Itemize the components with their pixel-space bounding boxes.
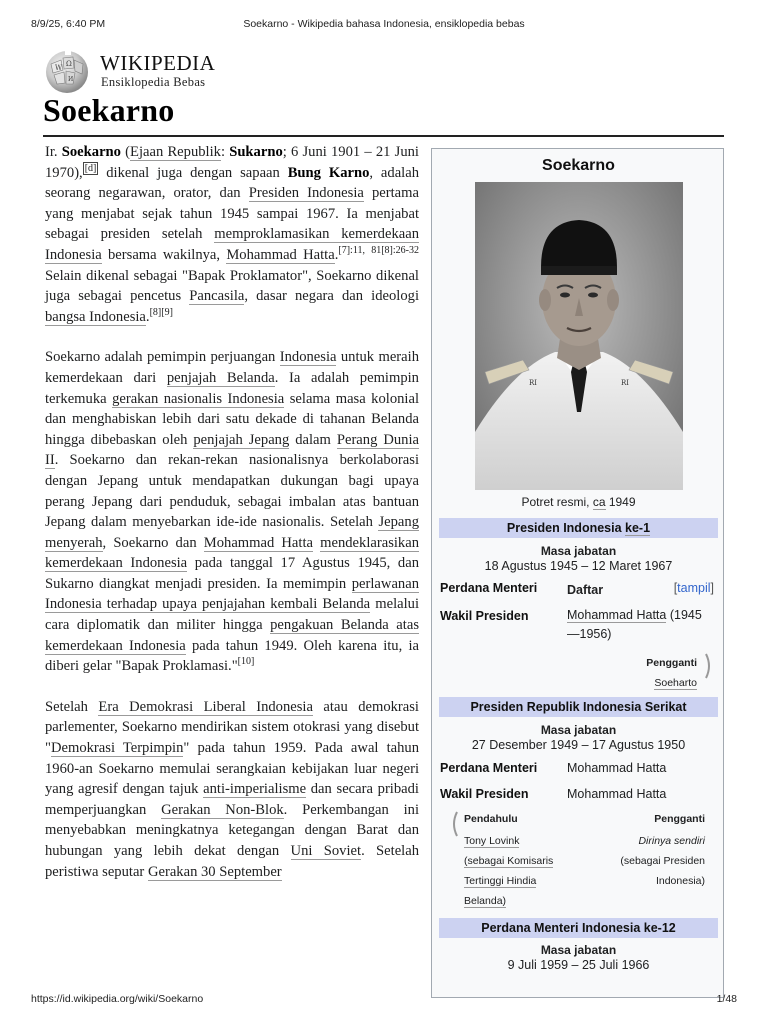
link-perang-dunia-ii[interactable]: Perang Dunia II [45, 431, 419, 469]
vp-label: Wakil Presiden [440, 609, 529, 623]
chevron-right-icon[interactable] [705, 653, 713, 679]
wikipedia-tagline: Ensiklopedia Bebas [101, 75, 206, 89]
infobox [431, 148, 724, 998]
citation-ref[interactable]: 81[8]:26-32 [371, 245, 419, 257]
wikipedia-globe-icon [43, 46, 93, 96]
svg-text:W: W [55, 64, 63, 72]
link-bangsa-indonesia[interactable]: bangsa Indonesia [45, 308, 146, 325]
chevron-left-icon[interactable] [450, 811, 458, 837]
office-header-presiden [439, 518, 718, 538]
wikipedia-logo[interactable] [43, 46, 263, 96]
pm-value: Daftar [567, 583, 604, 597]
predecessor-line-1[interactable]: Tony Lovink [464, 835, 520, 847]
link-presiden-indonesia-header[interactable]: Presiden Indonesia [506, 521, 622, 535]
link-mohammad-hatta[interactable]: Mohammad Hatta [226, 246, 335, 263]
predecessor-line-4[interactable]: Belanda) [464, 895, 507, 907]
link-jepang-menyerah[interactable]: Jepang menyerah [45, 514, 419, 551]
vp-value-2[interactable]: Mohammad Hatta [567, 787, 667, 801]
successor-value [654, 673, 697, 693]
link-uni-soviet[interactable]: Uni Soviet [290, 843, 362, 859]
svg-text:И: И [68, 76, 74, 83]
pm-value-2[interactable]: Mohammad Hatta [567, 761, 667, 775]
infobox-title: Soekarno [542, 157, 615, 174]
term-dates-2: 27 Desember 1949 – 17 Agustus 1950 [471, 738, 686, 752]
print-datetime: 8/9/25, 6:40 PM [31, 18, 106, 30]
link-indonesia[interactable]: Indonesia [279, 349, 337, 366]
pm-label-2: Perdana Menteri [440, 761, 538, 775]
link-gerakan-nasionalis[interactable]: gerakan nasionalis Indonesia [112, 390, 285, 407]
page-title: Soekarno [43, 92, 175, 128]
link-pancasila[interactable]: Pancasila [189, 288, 245, 305]
article-paragraph-2: Soekarno adalah pemimpin perjuangan Indonesia untuk meraih kemerdekaan dari penjajah Belanda. Ia adalah pemimpin terkemuka gerakan nasionalis Indonesia selama masa kolonial dan menghabiskan lebih dari satu dekade di tahanan Belanda hingga dibebaskan oleh penjajah Jepang dalam Perang Dunia II. Soekarno dan rekan-rekan nasionalisnya berkolaborasi dengan Jepang untuk mendapatkan dukungan bagi upaya perang Jepang dari penduduk, sebagai imbalan atas bantuan Jepang dalam menyebarkan ide-ide nasionalis. Setelah Jepang menyerah, Soekarno dan Mohammad Hatta mendeklarasikan kemerdekaan Indonesia pada tanggal 17 Agustus 1945, dan Sukarno diangkat menjadi presiden. Ia memimpin perlawanan Indonesia terhadap upaya penjajahan kembali Belanda melalui cara diplomatik dan militer hingga pengakuan Belanda atas kemerdekaan Indonesia pada tahun 1949. Oleh karena itu, ia diberi gelar "Bapak Proklamasi."[10] [45, 349, 420, 675]
link-gerakan-30-september[interactable]: Gerakan 30 September [147, 863, 282, 880]
title-divider [43, 135, 724, 137]
link-soeharto[interactable]: Soeharto [654, 677, 697, 689]
portrait-photo[interactable] [475, 182, 683, 490]
predecessor-line-3[interactable]: Tertinggi Hindia [464, 875, 537, 887]
vp-label-2: Wakil Presiden [440, 787, 529, 801]
link-ejaan-republik[interactable]: Ejaan Republik [130, 144, 221, 160]
link-mohammad-hatta-2[interactable]: Mohammad Hatta [203, 534, 313, 551]
link-demokrasi-liberal[interactable]: Era Demokrasi Liberal Indonesia [98, 698, 313, 715]
print-document-title: Soekarno - Wikipedia bahasa Indonesia, ensiklopedia bebas [243, 18, 525, 30]
pm-label: Perdana Menteri [440, 581, 538, 595]
wikipedia-wordmark: WIKIPEDIA [100, 51, 216, 75]
successor-label: Pengganti [646, 657, 697, 669]
print-footer [0, 993, 768, 1007]
link-pengakuan-belanda[interactable]: pengakuan Belanda atas kemerdekaan Indonesia [45, 617, 420, 654]
masa-jabatan-label-2: Masa jabatan [540, 723, 617, 737]
print-header [0, 18, 768, 32]
print-url: https://id.wikipedia.org/wiki/Soekarno [31, 993, 204, 1005]
masa-jabatan-label: Masa jabatan [540, 544, 617, 558]
svg-text:RI: RI [621, 379, 630, 387]
article-body [45, 142, 419, 902]
masa-jabatan-label-3: Masa jabatan [540, 943, 617, 957]
link-penjajah-belanda[interactable]: penjajah Belanda [166, 369, 275, 386]
citation-ref[interactable]: [8][9] [149, 306, 173, 318]
link-perlawanan-indonesia[interactable]: perlawanan Indonesia terhadap upaya penjajahan kembali Belanda [45, 575, 419, 613]
successor-label-2: Pengganti [654, 813, 705, 825]
office-header-ris[interactable]: Presiden Republik Indonesia Serikat [439, 697, 718, 717]
link-anti-imperialisme[interactable]: anti-imperialisme [203, 781, 307, 798]
link-mohammad-hatta-vp[interactable]: Mohammad Hatta [567, 608, 667, 622]
predecessor-line-2[interactable]: (sebagai Komisaris [464, 855, 554, 867]
office-header-pm[interactable]: Perdana Menteri Indonesia ke-12 [439, 918, 718, 938]
print-page-number: 1/48 [716, 993, 737, 1005]
tampil-link[interactable]: tampil [677, 581, 711, 595]
link-circa[interactable]: ca [592, 495, 606, 509]
link-presiden-indonesia[interactable]: Presiden Indonesia [248, 185, 364, 202]
footnote-ref[interactable]: [d] [84, 162, 97, 174]
successor-line-3: Indonesia) [655, 875, 705, 887]
vp-value: Mohammad Hatta (1945 —1956) [567, 608, 702, 641]
citation-ref[interactable]: [7]:11, [338, 245, 365, 257]
term-dates: 18 Agustus 1945 – 12 Maret 1967 [484, 559, 673, 573]
link-proklamasi[interactable]: memproklamasikan kemerdekaan Indonesia [45, 226, 419, 263]
show-toggle[interactable]: [tampil] [673, 581, 714, 595]
link-penjajah-jepang[interactable]: penjajah Jepang [193, 431, 290, 448]
portrait-caption: Potret resmi, ca 1949 [521, 495, 636, 509]
citation-ref[interactable]: [10] [237, 656, 255, 668]
link-demokrasi-terpimpin[interactable]: Demokrasi Terpimpin [50, 740, 184, 757]
link-gerakan-non-blok[interactable]: Gerakan Non-Blok [161, 801, 284, 818]
successor-line-2: (sebagai Presiden [620, 855, 705, 867]
link-deklarasi-kemerdekaan[interactable]: mendeklarasikan kemerdekaan Indonesia [45, 534, 419, 572]
link-ke-1[interactable]: ke-1 [625, 521, 651, 535]
svg-text:RI: RI [529, 379, 538, 387]
svg-text:Ω: Ω [66, 60, 72, 68]
successor-line-1: Dirinya sendiri [638, 835, 705, 847]
article-paragraph-3: Setelah Era Demokrasi Liberal Indonesia atau demokrasi parlementer, Soekarno mendirikan sistem otokrasi yang disebut "Demokrasi Terpimpin" pada tahun 1959. Pada awal tahun 1960-an Soekarno memulai serangkaian kebijakan luar negeri yang agresif dengan tajuk anti-imperialisme dan secara pribadi memperjuangkan Gerakan Non-Blok. Perkembangan ini menyebabkan meningkatnya ketegangan dengan Barat dan hubungan yang lebih dekat dengan Uni Soviet. Setelah peristiwa seputar Gerakan 30 September [45, 698, 419, 880]
article-paragraph-1: Ir. Soekarno (Ejaan Republik: Sukarno; 6 Juni 1901 – 21 Juni 1970), [d] dikenal juga dengan sapaan Bung Karno, adalah seorang negarawan, orator, dan Presiden Indonesia pertama yang menjabat sejak tahun 1945 sampai 1967. Ia menjabat sebagai presiden setelah memproklamasikan kemerdekaan Indonesia bersama wakilnya, Mohammad Hatta.$^{[7]:11,}$ $^{81[8]:26-32}$ Selain dikenal sebagai "Bapak Proklamator", Soekarno dikenal juga sebagai pencetus Pancasila, dasar negara dan ideologi bangsa Indonesia.[8][9] [45, 144, 419, 325]
predecessor-label: Pendahulu [464, 813, 518, 825]
term-dates-3: 9 Juli 1959 – 25 Juli 1966 [507, 958, 650, 972]
